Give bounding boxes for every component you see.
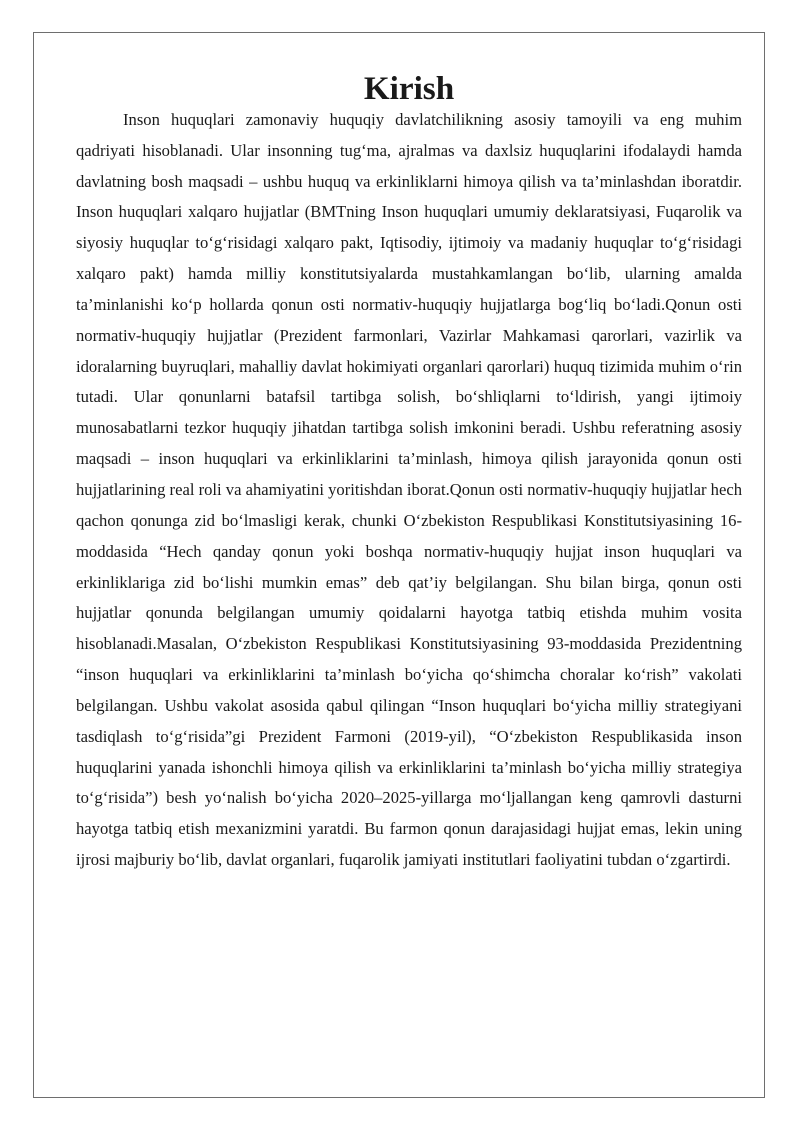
document-title: Kirish [363,70,455,107]
document-content [76,70,742,876]
body-paragraph: Inson huquqlari zamonaviy huquqiy davlatchilikning asosiy tamoyili va eng muhim qadriyati hisoblanadi. Ular insonning tug‘ma, ajralmas va daxlsiz huquqlarini ifodalaydi hamda davlatning bosh maqsadi – ushbu huquq va erkinliklarni himoya qilish va ta’minlashdan iboratdir. Inson huquqlari xalqaro hujjatlar (BMTning Inson huquqlari umumiy deklaratsiyasi, Fuqarolik va siyosiy huquqlar to‘g‘risidagi xalqaro pakt, Iqtisodiy, ijtimoiy va madaniy huquqlar to‘g‘risidagi xalqaro pakt) hamda milliy konstitutsiyalarda mustahkamlangan bo‘lib, ularning amalda ta’minlanishi ko‘p hollarda qonun osti normativ-huquqiy hujjatlarga bog‘liq bo‘ladi.Qonun osti normativ-huquqiy hujjatlar (Prezident farmonlari, Vazirlar Mahkamasi qarorlari, vazirlik va idoralarning buyruqlari, mahalliy davlat hokimiyati organlari qarorlari) huquq tizimida muhim o‘rin tutadi. Ular qonunlarni batafsil tartibga solish, bo‘shliqlarni to‘ldirish, yangi ijtimoiy munosabatlarni tezkor huquqiy jihatdan tartibga solish imkonini beradi. Ushbu referatning asosiy maqsadi – inson huquqlari va erkinliklarini ta’minlash, himoya qilish jarayonida qonun osti hujjatlarining real roli va ahamiyatini yoritishdan iborat.Qonun osti normativ-huquqiy hujjatlar hech qachon qonunga zid bo‘lmasligi kerak, chunki O‘zbekiston Respublikasi Konstitutsiyasining 16-moddasida “Hech qanday qonun yoki boshqa normativ-huquqiy hujjat inson huquqlari va erkinliklariga zid bo‘lishi mumkin emas” deb qat’iy belgilangan. Shu bilan birga, qonun osti hujjatlar qonunda belgilangan umumiy qoidalarni hayotga tatbiq etishda muhim vosita hisoblanadi.Masalan, O‘zbekiston Respublikasi Konstitutsiyasining 93-moddasida Prezidentning “inson huquqlari va erkinliklarini ta’minlash bo‘yicha qo‘shimcha choralar ko‘rish” vakolati belgilangan. Ushbu vakolat asosida qabul qilingan “Inson huquqlari bo‘yicha milliy strategiyani tasdiqlash to‘g‘risida”gi Prezident Farmoni (2019-yil), “O‘zbekiston Respublikasida inson huquqlarini yanada ishonchli himoya qilish va erkinliklarini ta’minlash bo‘yicha milliy strategiya to‘g‘risida”) besh yo‘nalish bo‘yicha 2020–2025-yillarga mo‘ljallangan keng qamrovli dasturni hayotga tatbiq etish mexanizmini yaratdi. Bu farmon qonun darajasidagi hujjat emas, lekin uning ijrosi majburiy bo‘lib, davlat organlari, fuqarolik jamiyati institutlari faoliyatini tubdan o‘zgartirdi. [76,109,742,870]
